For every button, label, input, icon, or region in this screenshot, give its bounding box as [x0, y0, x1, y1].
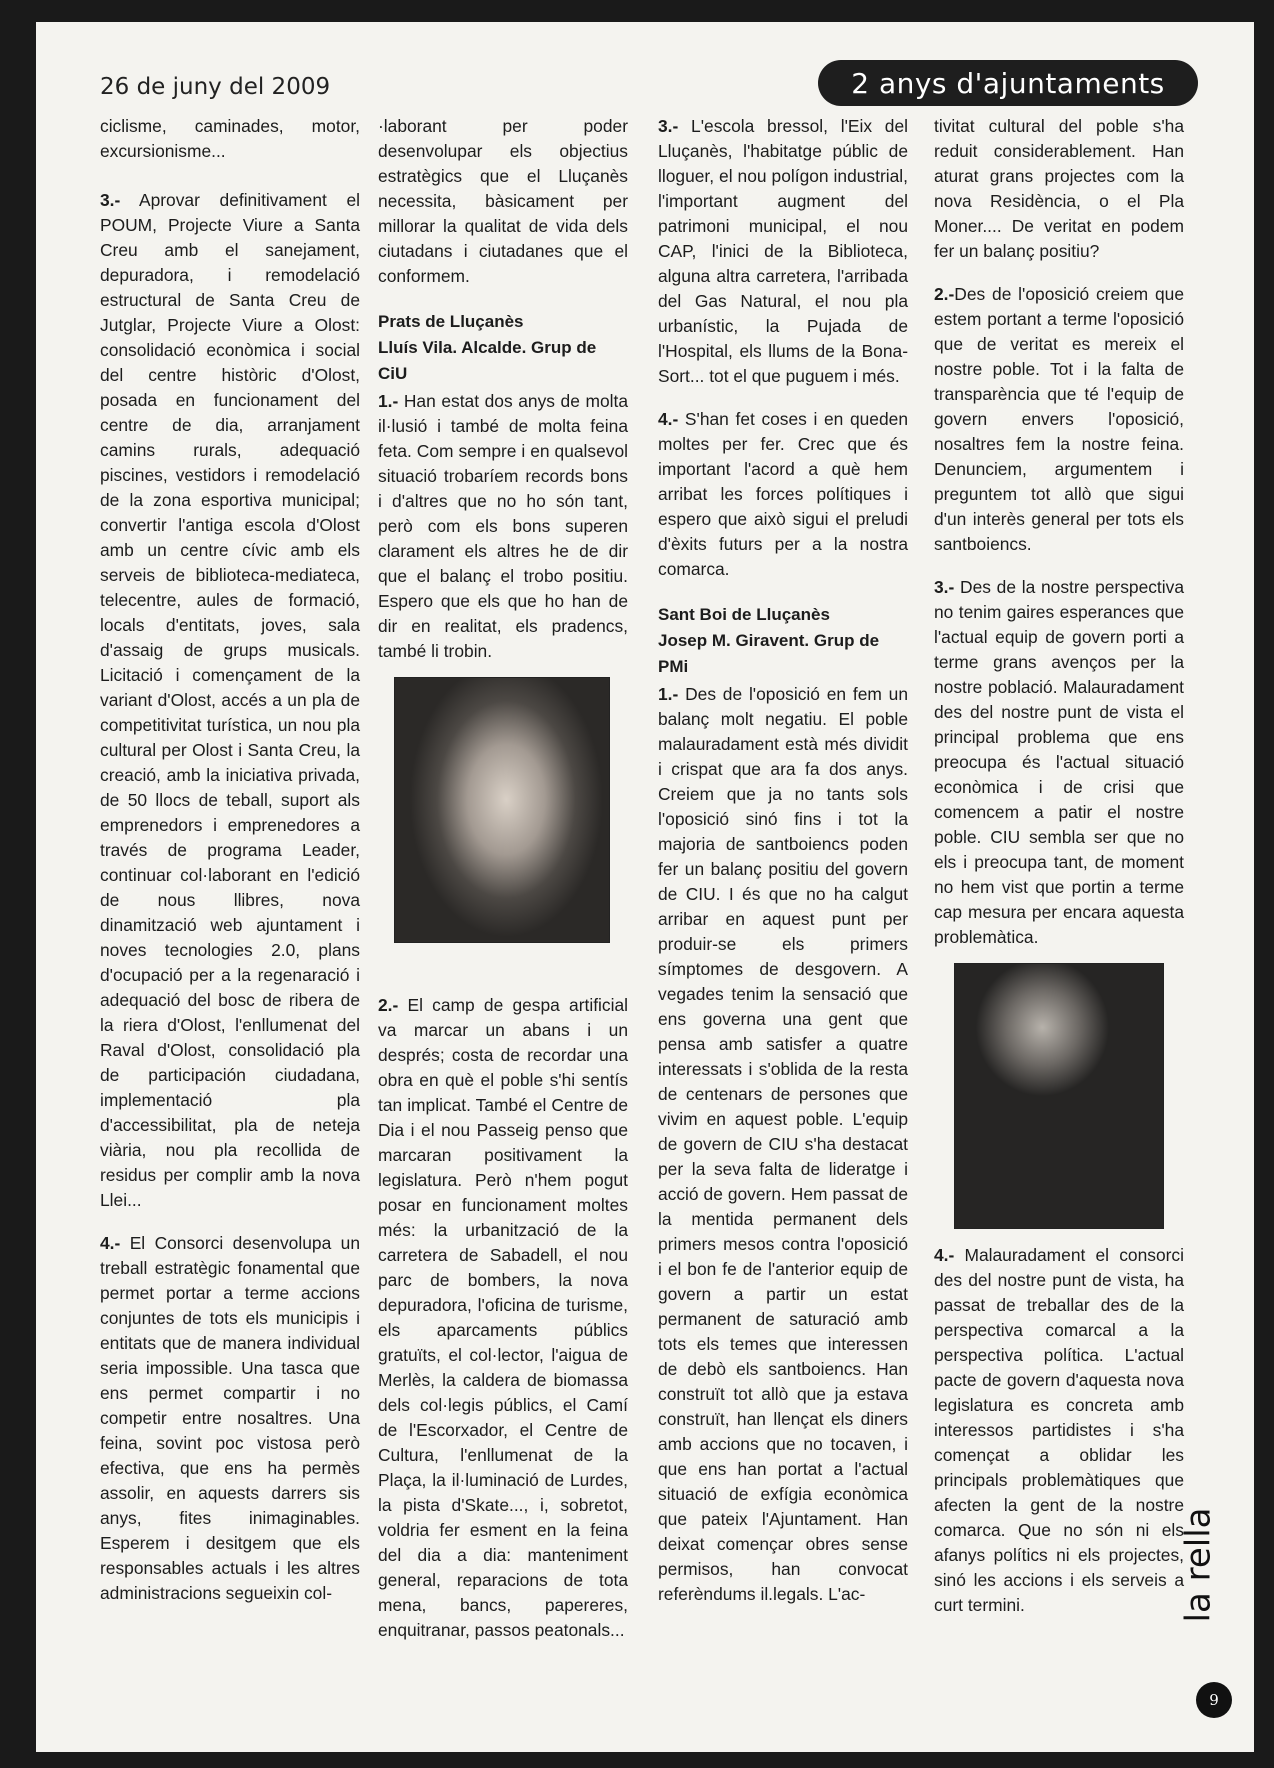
paragraph: tivitat cultural del poble s'ha reduit considerablement. Han aturat grans projectes com la nova Residència, o el Pla Moner.... De veritat en podem fer un balanç positiu?: [934, 116, 1184, 261]
answer-number: 4.-: [934, 1245, 955, 1265]
author-heading: Lluís Vila. Alcalde. Grup de CiU: [378, 338, 597, 383]
magazine-page: [36, 22, 1254, 1752]
answer-number: 2.-: [934, 284, 955, 304]
answer-number: 3.-: [934, 577, 955, 597]
answer-number: 1.-: [658, 684, 679, 704]
answer-number: 3.-: [100, 190, 121, 210]
paragraph: 4.- Malauradament el consorci des del nostre punt de vista, ha passat de treballar des de la perspectiva comarcal a la perspectiva política. L'actual pacte de govern d'aquesta nova legislatura es concreta amb interessos partidistes i s'ha començat a oblidar les principals problemàtiques que afecten la gent de la nostre comarca. Que no són ni els afanys polítics ni els projectes, sinó les accions i els serveis a curt termini.: [934, 1245, 1184, 1615]
portrait-photo: [394, 677, 610, 943]
issue-date: 26 de juny del 2009: [100, 74, 331, 100]
section-title: 2 anys d'ajuntaments: [818, 60, 1198, 106]
paragraph: 1.- Des de l'oposició en fem un balanç molt negatiu. El poble malauradament està més dividit i crispat que ara fa dos anys. Creiem que ja no tants sols l'oposició sinó fins i tot la majoria de santboiencs poden fer un balanç positiu del govern de CIU. I és que no ha calgut arribar en aquest punt per produir-se els primers símptomes de desgovern. A vegades tenim la sensació que ens governa una gent que pensa amb satisfer a quatre interessats i s'oblida de la resta de centenars de persones que vivim en aquest poble. L'equip de govern de CIU s'ha destacat per la seva falta de lideratge i acció de govern. Hem passat de la mentida permanent dels primers mesos contra l'oposició i el bon fe de l'anterior equip de govern a partir un estat permanent de saturació amb tots els temes que interessen de debò els santboiencs. Han construït tot allò que ja estava construït, han llençat els diners amb accions que no tocaven, i que ens han portat a l'actual situació de exfígia econòmica que pateix l'Ajuntament. Han deixat començar obres sense permisos, han convocat referèndums il.legals. L'ac-: [658, 684, 908, 1604]
paragraph: ·laborant per poder desenvolupar els objectius estratègics que el Lluçanès necessita, bàsicament per millorar la qualitat de vida dels ciutadans i ciutadanes que el conformem.: [378, 116, 628, 286]
column-1: [100, 114, 360, 1694]
paragraph: 2.-Des de l'oposició creiem que estem portant a terme l'oposició que de veritat es mereix el nostre poble. Tot i la falta de transparència que té l'equip de govern envers l'oposició, nosaltres fem la nostre feina. Denunciem, argumentem i preguntem tot allò que sigui d'un interès general per tots els santboiencs.: [934, 284, 1184, 554]
page-number: 9: [1196, 1682, 1232, 1718]
answer-number: 3.-: [658, 116, 679, 136]
column-3: [658, 114, 908, 1694]
paragraph: 1.- Han estat dos anys de molta il·lusió i també de molta feina feta. Com sempre i en qualsevol situació trobaríem records bons i d'altres que no ho són tant, però com els bons superen clarament els altres he de dir que el balanç el trobo positiu. Espero que els que ho han de dir en realitat, els pradencs, també li trobin.: [378, 391, 628, 661]
portrait-photo: [954, 963, 1164, 1229]
column-2: [378, 114, 628, 1694]
paragraph: 3.- L'escola bressol, l'Eix del Lluçanès, l'habitatge públic de lloguer, el nou polígon industrial, l'important augment del patrimoni municipal, el nou CAP, l'inici de la Biblioteca, alguna altra carretera, l'arribada del Gas Natural, el nou pla urbanístic, la Pujada de l'Hospital, els llums de la Bona-Sort... tot el que puguem i més.: [658, 116, 908, 386]
paragraph: 3.- Aprovar definitivament el POUM, Projecte Viure a Santa Creu amb el sanejament, depuradora, i remodelació estructural de Santa Creu de Jutglar, Projecte Viure a Olost: consolidació econòmica i social del centre històric d'Olost, posada en funcionament del centre de dia, arranjament camins rurals, adequació piscines, vestidors i remodelació de la zona esportiva municipal; convertir l'antiga escola d'Olost amb un centre cívic amb els serveis de biblioteca-mediateca, telecentre, aules de formació, locals d'entitats, joves, sala d'assaig de grups musicals. Licitació i començament de la variant d'Olost, accés a un pla de competitivitat turística, un nou pla cultural per Olost i Santa Creu, la creació, amb la iniciativa privada, de 50 llocs de teball, suport als emprenedors i emprenedores a través de programa Leader, continuar col·laborant en l'edició de nous llibres, nova dinamització web ajuntament i noves tecnologies 2.0, plans d'ocupació per a la regenaració i adequació del bosc de ribera de la riera d'Olost, l'enllumenat del Raval d'Olost, consolidació pla de participación ciudadana, implementació pla d'accessibilitat, pla de neteja viària, nou pla recollida de residus per complir amb la nova Llei...: [100, 190, 360, 1210]
paragraph: 3.- Des de la nostre perspectiva no tenim gaires esperances que l'actual equip de govern porti a terme grans avenços per la nostre població. Malauradament des del nostre punt de vista el principal problema que ens preocupa és l'actual situació econòmica i de crisi que comencem a patir el nostre poble. CIU sembla ser que no els i preocupa tant, de moment no hem vist que portin a terme cap mesura per encara aquesta problemàtica.: [934, 577, 1184, 947]
answer-number: 1.-: [378, 391, 399, 411]
town-heading: Sant Boi de Lluçanès: [658, 605, 830, 624]
answer-number: 4.-: [100, 1233, 121, 1253]
paragraph: 4.- S'han fet coses i en queden moltes per fer. Crec que és important l'acord a què hem arribat les forces polítiques i espero que això sigui el preludi d'èxits futurs per a la nostra comarca.: [658, 409, 908, 579]
paragraph: 4.- El Consorci desenvolupa un treball estratègic fonamental que permet portar a terme accions conjuntes de tots els municipis i entitats que de manera individual seria impossible. Una tasca que ens permet compartir i no competir entre nosaltres. Una feina, sovint poc vistosa però efectiva, que ens ha permès assolir, en aquests darrers sis anys, fites inimaginables. Esperem i desitgem que els responsables actuals i les altres administracions segueixin col-: [100, 1233, 360, 1603]
paragraph: 2.- El camp de gespa artificial va marcar un abans i un després; costa de recordar una obra en què el poble s'hi sentís tan implicat. També el Centre de Dia i el nou Passeig penso que marcaran positivament la legislatura. Però n'hem pogut posar en funcionament moltes més: la urbanització de la carretera de Sabadell, el nou parc de bombers, la nova depuradora, l'oficina de turisme, els aparcaments públics gratuïts, el col·lector, l'aigua de Merlès, la caldera de biomassa dels col·legis públics, el Camí de l'Escorxador, el Centre de Cultura, l'enllumenat de la Plaça, la il·luminació de Lurdes, la pista d'Skate..., i, sobretot, voldria fer esment en la feina del dia a dia: manteniment general, reparacions de tota mena, bancs, papereres, enquitranar, passos peatonals...: [378, 995, 628, 1640]
magazine-name: la rella: [1178, 1507, 1218, 1623]
town-heading: Prats de Lluçanès: [378, 312, 524, 331]
column-4: [934, 114, 1184, 1694]
paragraph: ciclisme, caminades, motor, excursionisme...: [100, 116, 360, 161]
answer-number: 2.-: [378, 995, 399, 1015]
answer-number: 4.-: [658, 409, 679, 429]
author-heading: Josep M. Giravent. Grup de PMi: [658, 631, 880, 676]
